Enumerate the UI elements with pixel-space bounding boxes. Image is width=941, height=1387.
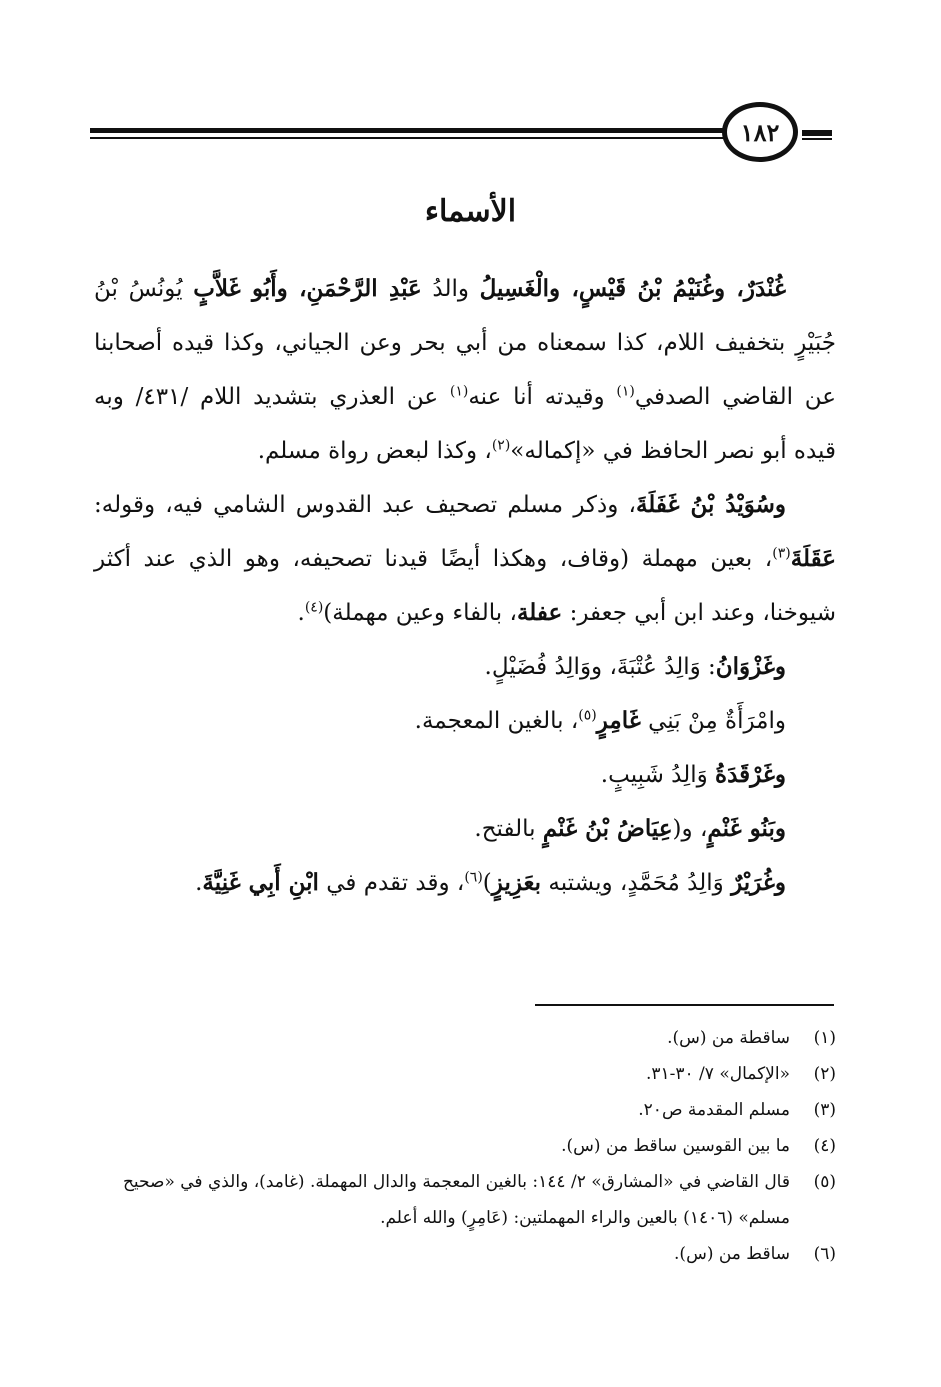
text-run: والدُ <box>421 276 480 302</box>
footnote-ref: (١) <box>449 383 469 400</box>
footnote-ref: (٣) <box>772 545 791 562</box>
footnote <box>94 1092 836 1128</box>
bold-term: غُنْدَرٌ، وغُنَيْمُ بْنُ قَيْسٍ، والْغَسِيلُ <box>479 275 787 302</box>
header-rule-right-thin <box>802 138 832 140</box>
footnote-ref: (٦) <box>464 869 483 886</box>
header-rule <box>90 128 730 133</box>
verse-list <box>94 640 836 910</box>
bold-term: غَامِرٍ <box>596 707 641 734</box>
footnote-ref: (٢) <box>491 437 511 454</box>
text-run: يُونُسُ بْنُ جُبَيْرٍ بتخفيف اللام، كذا سمعناه من أبي بحر وعن الجياني، وكذا قيده أصحابنا عن القاضي الصدفي <box>94 276 837 410</box>
text-run: وقيدته أنا عنه <box>468 384 617 410</box>
bold-term: عَقَلَةَ <box>790 545 836 572</box>
text-run: . <box>195 870 203 896</box>
section-title: الأسماء <box>424 194 517 229</box>
bold-term: وبَنُو غَنْمٍ <box>707 815 786 842</box>
footnote <box>94 1020 836 1056</box>
header-rule-thin <box>90 137 730 139</box>
footnote-text: ما بين القوسين ساقط من (س). <box>561 1136 790 1156</box>
footnote-text: «الإكمال» ٧/ ٣٠-٣١. <box>645 1064 790 1084</box>
verse-line <box>94 640 836 694</box>
verse-line <box>94 694 836 748</box>
footnote-number: (٤) <box>813 1136 836 1156</box>
header-rule-right <box>802 130 832 136</box>
bold-term: وغُرَيْرٌ <box>731 869 786 896</box>
footnote-text: ساقط من (س). <box>674 1244 790 1264</box>
verse-line <box>94 802 836 856</box>
text-run: ، وذكر مسلم تصحيف عبد القدوس الشامي فيه، وقوله: <box>94 492 636 518</box>
footnote-ref: (١) <box>616 383 635 400</box>
text-run: ، و( <box>672 816 708 842</box>
bold-term: ابْنِ أَبِي غَنِيَّةَ <box>202 869 319 896</box>
text-run: . <box>297 600 305 626</box>
footnote-text: مسلم المقدمة ص٢٠. <box>638 1100 790 1120</box>
bold-term: عفلة <box>516 599 563 626</box>
body-text <box>94 262 836 910</box>
footnote <box>94 1236 836 1272</box>
footnotes <box>94 1020 836 1272</box>
text-run: ، وقد تقدم في <box>318 870 465 896</box>
bold-term: وغَرْقَدَةُ <box>715 761 786 788</box>
text-run: ، بالفاء وعين مهملة) <box>323 600 517 626</box>
text-run: ، بالغين المعجمة. <box>414 708 579 734</box>
bold-term: وغَزْوَانُ <box>715 653 786 680</box>
footnote <box>94 1164 836 1236</box>
text-run: وَالِدُ شَبِيبٍ. <box>600 762 716 788</box>
footnote-separator <box>535 1004 834 1006</box>
bold-term: بعَزِيزٍ <box>491 869 542 896</box>
paragraph-1 <box>94 262 836 478</box>
text-run: ) <box>482 870 492 896</box>
verse-line <box>94 748 836 802</box>
page-number: ١٨٢ <box>722 102 798 162</box>
bold-term: عَبْدِ الرَّحْمَنِ، وأَبُو غَلاَّبٍ <box>193 275 422 302</box>
verse-line <box>94 856 836 910</box>
text-run: بالفتح. <box>474 816 543 842</box>
paragraph-2 <box>94 478 836 640</box>
footnote-ref: (٤) <box>304 599 324 616</box>
text-run: ، وكذا لبعض رواة مسلم. <box>257 438 492 464</box>
footnote-text: ساقطة من (س). <box>667 1028 790 1048</box>
footnote-number: (١) <box>813 1028 836 1048</box>
text-run: عن العذري بتشديد اللام /٤٣١/ وبه قيده أبو نصر الحافظ في «إكماله» <box>94 384 836 464</box>
footnote-text: قال القاضي في «المشارق» ٢/ ١٤٤: بالغين المعجمة والدال المهملة. (غامد)، والذي في «صحيح مسلم» (١٤٠٦) بالعين والراء المهملتين: (عَامِرٍ) والله أعلم. <box>122 1172 790 1228</box>
text-run: وامْرَأَةٌ مِنْ بَنِي <box>640 708 786 734</box>
page-header <box>90 100 832 170</box>
footnote-number: (٢) <box>813 1064 836 1084</box>
text-run: ، بعين مهملة (وقاف، وهكذا أيضًا قيدنا تصحيفه، وهو الذي عند أكثر شيوخنا، وعند ابن أبي جعفر: <box>94 546 836 626</box>
footnote <box>94 1056 836 1092</box>
footnote-ref: (٥) <box>578 707 597 724</box>
footnote-number: (٥) <box>813 1172 836 1192</box>
footnote-number: (٦) <box>813 1244 836 1264</box>
footnote <box>94 1128 836 1164</box>
text-run: وَالِدُ مُحَمَّدٍ، ويشتبه <box>541 870 732 896</box>
bold-term: عِيَاضُ بْنُ غَنْمٍ <box>542 815 673 842</box>
bold-term: وسُوَيْدُ بْنُ غَفَلَةَ <box>635 491 786 518</box>
text-run: : وَالِدُ عُتْبَةَ، ووَالِدُ فُضَيْلٍ. <box>484 654 716 680</box>
footnote-number: (٣) <box>813 1100 836 1120</box>
